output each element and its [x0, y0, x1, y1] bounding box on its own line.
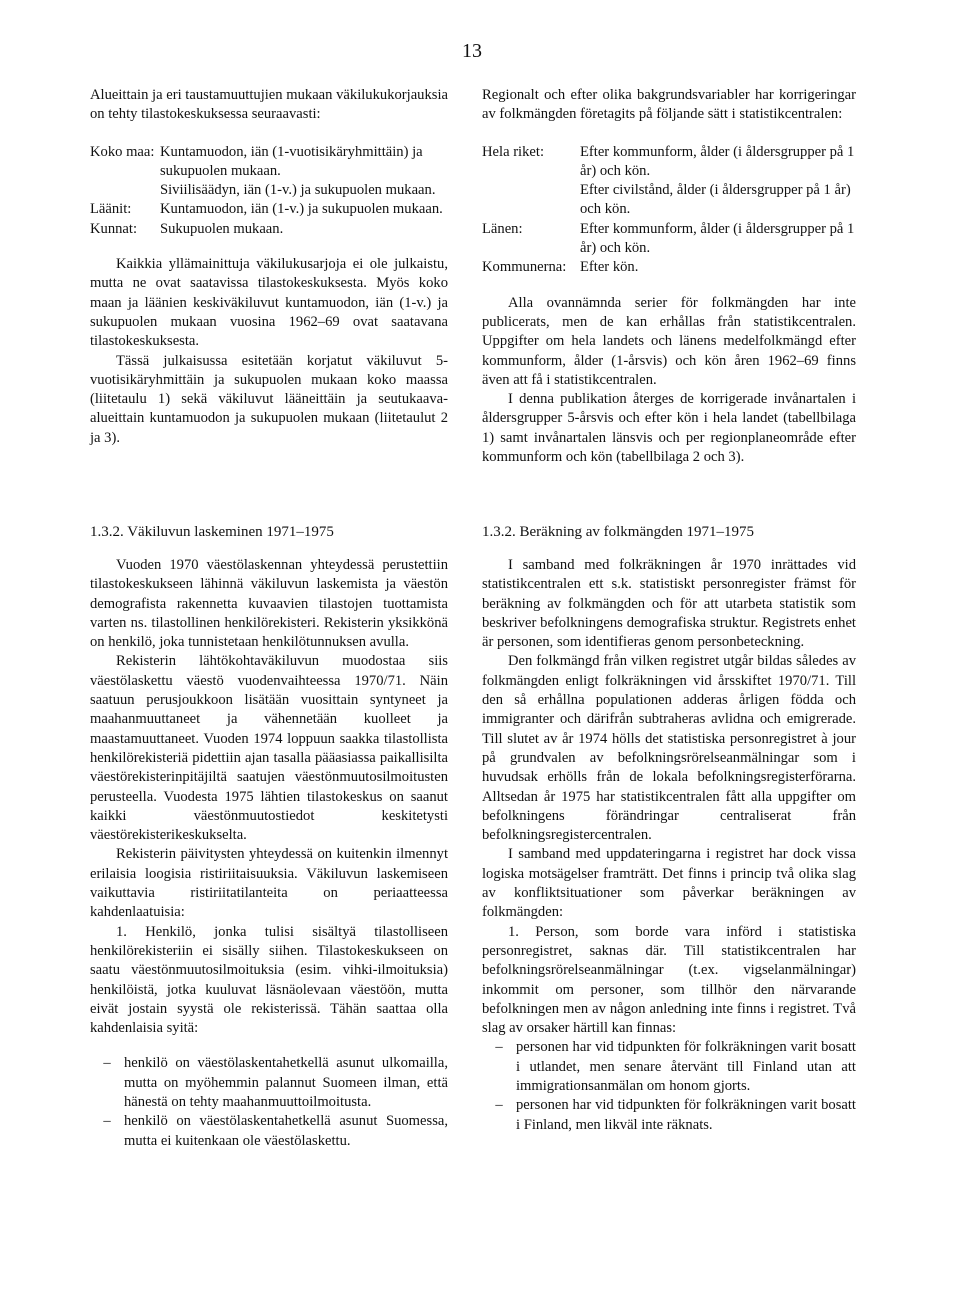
def-key: Hela riket: [482, 143, 544, 160]
left-section-heading: 1.3.2. Väkiluvun laskeminen 1971–1975 [90, 524, 334, 540]
dash-text: personen har vid tidpunkten för folkräkningen varit bosatt i Finland, men likväl inte räknats. [516, 1097, 856, 1133]
right-section-heading: 1.3.2. Beräkning av folkmängden 1971–1975 [482, 524, 755, 540]
def-key: Kommunerna: [482, 259, 567, 276]
right-intro: Regionalt och efter olika bakgrundsvariabler har korrigeringar av folkmängden företagits på följande sätt i statistikcentralen: [482, 87, 856, 123]
def-key: Koko maa: [90, 143, 155, 160]
left-body-1: Vuoden 1970 väestölaskennan yhteydessä perustettiin tilastokeskukseen lähinnä väkiluvun laskemista ja väestön demografista rakennetta kuvaavien tilastojen tuottamista varten ns. tilastollinen henkilörekisteri. Rekisterin yksikkönä on henkilö, joka tunnistetaan henkilötunnuksen avulla. [90, 557, 448, 651]
dash-text: henkilö on väestölaskentahetkellä asunut ulkomailla, mutta on myöhemmin palannut Suomeen ilman, että hänestä on tehty maahanmuuttoilmoitusta. [124, 1055, 448, 1111]
def-key: Läänit: [90, 201, 132, 218]
right-body-1: I samband med folkräkningen år 1970 inrättades vid statistikcentralen ett s.k. statistiskt personregister främst för beräkning av folkmängden och för att utarbeta statistik som beskriver befolkningens demografiska struktur. Registrets enhet är personen, som identifieras genom personbeteckning. [482, 557, 856, 651]
dash-mark: – [495, 1097, 503, 1114]
right-column-bottom [482, 556, 856, 1135]
left-intro: Alueittain ja eri taustamuuttujien mukaan väkilukukorjauksia on tehty tilastokeskuksessa seuraavasti: [90, 87, 448, 123]
right-body-4: 1. Person, som borde vara införd i statistiska personregistret, saknas där. Till statistikcentralen har befolkningsrörelseanmälningar (t.ex. vigselanmälningar) inkommit om personer, som tillhör den närvarande befolkningen men av någon anledning inte finns i registret. Två slag av orsaker härtill kan finnas: [482, 923, 856, 1037]
dash-mark: – [103, 1113, 111, 1130]
left-paragraph-1: Kaikkia yllämainittuja väkilukusarjoja ei ole julkaistu, mutta ne ovat saatavissa tilastokeskuksesta. Myös koko maan ja läänien keskiväkiluvut kuntamuodon, iän (1-v.) ja sukupuolen mukaan vuosina 1962–69 ovat saatavana tilastokeskuksesta. [90, 256, 448, 350]
right-dash-item [482, 1038, 856, 1096]
left-dash-item [90, 1112, 448, 1151]
right-column-top [482, 86, 856, 467]
def-line: Kuntamuodon, iän (1-v.) ja sukupuolen mukaan. [160, 201, 443, 218]
document-page: 13 Alueittain ja eri taustamuuttujien mukaan väkilukukorjauksia on tehty tilastokeskuksessa seuraavasti: Koko maa: Kuntamuodon, iän (1-vuotisikäryhmittäin) ja sukupuolen mukaan. Siviilisäädyn, iän (1-v.) ja sukupuolen mukaan. Läänit: Kuntamuodon, iän (1-v.) ja sukupuolen mukaan. Kunnat: Sukupuolen mukaan. Kaikkia yllämainittuja väkilukusarjoja ei ole julkaistu, mutta ne ovat saatavissa tilastokeskuksesta. Myös koko maan ja läänien keskiväkiluvut kuntamuodon, iän (1-v.) ja sukupuolen mukaan vuosina 1962–69 ovat saatavana tilastokeskuksesta. Tässä julkaisussa esitetään korjatut väkiluvut 5-vuotisikäryhmittäin ja sukupuolen mukaan koko maassa (liitetaulu 1) sekä väkiluvut lääneittäin ja seutukaava-alueittain kuntamuodon ja sukupuolen mukaan (liitetaulut 2 ja 3). Regionalt och efter olika bakgrundsvariabler har korrigeringar av folkmängden företagits på följande sätt i statistikcentralen: Hela riket: Efter kommunform, ålder (i åldersgrupper på 1 år) och kön. Efter civilstånd, ålder (i åldersgrupper på 1 år) och kön. Länen: Efter kommunform, ålder (i åldersgrupper på 1 år) och kön. Kommunerna: Efter kön. Alla ovannämnda serier för folkmängden har inte publicerats, men de kan erhållas från statistikcentralen. Uppgifter om hela landets och länens medelfolkmängd efter kommunform, ålder (1-årsvis) och kön åren 1962–69 finns även att få i statistikcentralen. I denna publikation återges de korrigerade invånartalen i åldersgrupper 5-årsvis och efter kön i hela landet (tabellbilaga 1) samt invånartalen länsvis och per regionplaneområde efter kommunform och kön (tabellbilaga 2 och 3). 1.3.2. Väkiluvun laskeminen 1971–1975 1.3.2. Beräkning av folkmängden 1971–1975 Vuoden 1970 väestölaskennan yhteydessä perustettiin tilastokeskukseen lähinnä väkiluvun laskemista ja väestön demografista rakennetta kuvaavien tilastojen tuottamista varten ns. tilastollinen henkilörekisteri. Rekisterin yksikkönä on henkilö, joka tunnistetaan henkilötunnuksen avulla. Rekisterin lähtökohtaväkiluvun muodostaa siis väestölaskettu väestö vuodenvaihteessa 1970/71. Näin saatuun perusjoukkoon lisätään vuosittain syntyneet ja maahanmuuttaneet ja vähennetään kuolleet ja maastamuuttaneet. Vuoden 1974 loppuun saakka tilastollista henkilörekisteriä pidettiin ajan tasalla pääasiassa paikallisilta väestörekisterinpitäjiltä saatujen väestönmuutosilmoitusten perusteella. Vuodesta 1975 lähtien tilastokeskus on saanut kaikki väestönmuutostiedot keskitetysti väestörekisterikeskukselta. Rekisterin päivitysten yhteydessä on kuitenkin ilmennyt erilaisia loogisia ristiriitaisuuksia. Väkiluvun laskemiseen vaikuttavia ristiriitatilanteita on periaatteessa kahdenlaatuisia: 1. Henkilö, jonka tulisi sisältyä tilastolliseen henkilörekisteriin ei sisälly siihen. Tilastokeskukseen on saatu väestönmuutosilmoituksia (esim. vihki-ilmoituksia) henkilöistä, jotka kuuluvat läsnäolevaan väestöön, mutta eivät jostain syystä ole rekisterissä. Tähän saattaa olla kahdenlaisia syitä: – henkilö on väestölaskentahetkellä asunut ulkomailla, mutta on myöhemmin palannut Suomeen ilman, että hänestä on tehty maahanmuuttoilmoitusta. – henkilö on väestölaskentahetkellä asunut Suomessa, mutta ei kuitenkaan ole väestölaskettu. I samband med folkräkningen år 1970 inrättades vid statistikcentralen ett s.k. statistiskt personregister främst för beräkning av folkmängden och för att utarbeta statistik som beskriver befolkningens demografiska struktur. Registrets enhet är personen, som identifieras genom personbeteckning. Den folkmängd från vilken registret utgår bildas således av folkmängden enligt folkräkningen vid årsskiftet 1970/71. Till den så erhållna populationen adderas årligen födda och immigranter och därifrån subtraheras avlidna och emigrerade. Till slutet av år 1974 hölls det statistiska personregistret à jour på grundvalen av befolkningsrörelseanmälningar som i huvudsak erhölls från de lokala befolkningsregisterförarna. Alltsedan år 1975 har statistikcentralen fått alla uppgifter om befolkningens förändringar centraliserat från befolkningsregistercentralen. I samband med uppdateringarna i registret har dock vissa logiska motsägelser framträtt. Det finns i princip två olika slag av konfliktsituationer som påverkar beräkningen av folkmängden: 1. Person, som borde vara införd i statistiska personregistret, saknas där. Till statistikcentralen har befolkningsrörelseanmälningar (t.ex. vigselanmälningar) inkommit om personer, som tillhör den närvarande befolkningen men av någon anledning inte finns i registret. Två slag av orsaker härtill kan finnas: – personen har vid tidpunkten för folkräkningen varit bosatt i utlandet, men senare återvänt till Finland utan att immigrationsanmälan om honom gjorts. – personen har vid tidpunkten för folkräkningen varit bosatt i Finland, men likväl inte räknats. [0, 0, 960, 1305]
left-def-kunnat [90, 220, 448, 239]
right-def-kommunerna [482, 258, 856, 277]
def-line: Efter kommunform, ålder (i åldersgrupper på 1 år) och kön. [580, 143, 855, 179]
dash-mark: – [103, 1055, 111, 1072]
dash-mark: – [495, 1039, 503, 1056]
dash-text: henkilö on väestölaskentahetkellä asunut Suomessa, mutta ei kuitenkaan ole väestölaskettu. [124, 1113, 448, 1149]
left-column-bottom [90, 556, 448, 1151]
left-body-2: Rekisterin lähtökohtaväkiluvun muodostaa siis väestölaskettu väestö vuodenvaihteessa 1970/71. Näin saatuun perusjoukkoon lisätään vuosittain syntyneet ja maahanmuuttaneet ja vähennetään kuolleet ja maastamuuttaneet. Vuoden 1974 loppuun saakka tilastollista henkilörekisteriä pidettiin ajan tasalla pääasiassa paikallisilta väestörekisterinpitäjiltä saatujen väestönmuutosilmoitusten perusteella. Vuodesta 1975 lähtien tilastokeskus on saanut kaikki väestönmuutostiedot keskitetysti väestörekisterikeskukselta. [90, 653, 448, 844]
left-dash-item [90, 1054, 448, 1112]
right-def-hela-riket [482, 143, 856, 220]
right-body-2: Den folkmängd från vilken registret utgår bildas således av folkmängden enligt folkräkningen vid årsskiftet 1970/71. Till den så erhållna populationen adderas årligen födda och immigranter och därifrån subtraheras avlidna och emigrerade. Till slutet av år 1974 hölls det statistiska personregistret à jour på grundvalen av befolkningsrörelseanmälningar som i huvudsak erhölls från de lokala befolkningsregisterförarna. Alltsedan år 1975 har statistikcentralen fått alla uppgifter om befolkningens förändringar centraliserat från befolkningsregistercentralen. [482, 653, 856, 844]
def-line: Siviilisäädyn, iän (1-v.) ja sukupuolen mukaan. [160, 182, 436, 199]
left-body-4: 1. Henkilö, jonka tulisi sisältyä tilastolliseen henkilörekisteriin ei sisälly siihen. Tilastokeskukseen on saatu väestönmuutosilmoituksia (esim. vihki-ilmoituksia) henkilöistä, jotka kuuluvat läsnäolevaan väestöön, mutta eivät jostain syystä ole rekisterissä. Tähän saattaa olla kahdenlaisia syitä: [90, 923, 448, 1037]
right-paragraph-1: Alla ovannämnda serier för folkmängden har inte publicerats, men de kan erhållas från statistikcentralen. Uppgifter om hela landets och länens medelfolkmängd efter kommunform, ålder (1-årsvis) och kön åren 1962–69 finns även att få i statistikcentralen. [482, 294, 856, 388]
def-key: Länen: [482, 220, 523, 237]
left-def-koko-maa [90, 143, 448, 201]
def-line: Efter kön. [580, 259, 639, 276]
def-line: Efter civilstånd, ålder (i åldersgrupper på 1 år) och kön. [580, 182, 851, 218]
def-line: Sukupuolen mukaan. [160, 220, 284, 237]
left-paragraph-2: Tässä julkaisussa esitetään korjatut väkiluvut 5-vuotisikäryhmittäin ja sukupuolen mukaan koko maassa (liitetaulu 1) sekä väkiluvut lääneittäin ja seutukaava-alueittain kuntamuodon ja sukupuolen mukaan (liitetaulut 2 ja 3). [90, 352, 448, 446]
left-column-top [90, 86, 448, 448]
dash-text: personen har vid tidpunkten för folkräkningen varit bosatt i utlandet, men senare återvänt till Finland utan att immigrationsanmälan om honom gjorts. [516, 1039, 856, 1095]
def-line: Kuntamuodon, iän (1-vuotisikäryhmittäin) ja sukupuolen mukaan. [160, 143, 423, 179]
left-def-laanit [90, 200, 448, 219]
left-body-3: Rekisterin päivitysten yhteydessä on kuitenkin ilmennyt erilaisia loogisia ristiriitaisuuksia. Väkiluvun laskemiseen vaikuttavia ristiriitatilanteita on periaatteessa kahdenlaatuisia: [90, 846, 448, 921]
right-paragraph-2: I denna publikation återges de korrigerade invånartalen i åldersgrupper 5-årsvis och efter kön i hela landet (tabellbilaga 1) samt invånartalen länsvis och per regionplaneområde efter kommunform och kön (tabellbilaga 2 och 3). [482, 391, 856, 466]
right-dash-item [482, 1096, 856, 1135]
def-line: Efter kommunform, ålder (i åldersgrupper på 1 år) och kön. [580, 220, 855, 257]
right-body-3: I samband med uppdateringarna i registret har dock vissa logiska motsägelser framträtt. Det finns i princip två olika slag av konfliktsituationer som påverkar beräkningen av folkmängden: [482, 846, 856, 921]
def-key: Kunnat: [90, 220, 138, 237]
right-def-lanen [482, 220, 856, 259]
